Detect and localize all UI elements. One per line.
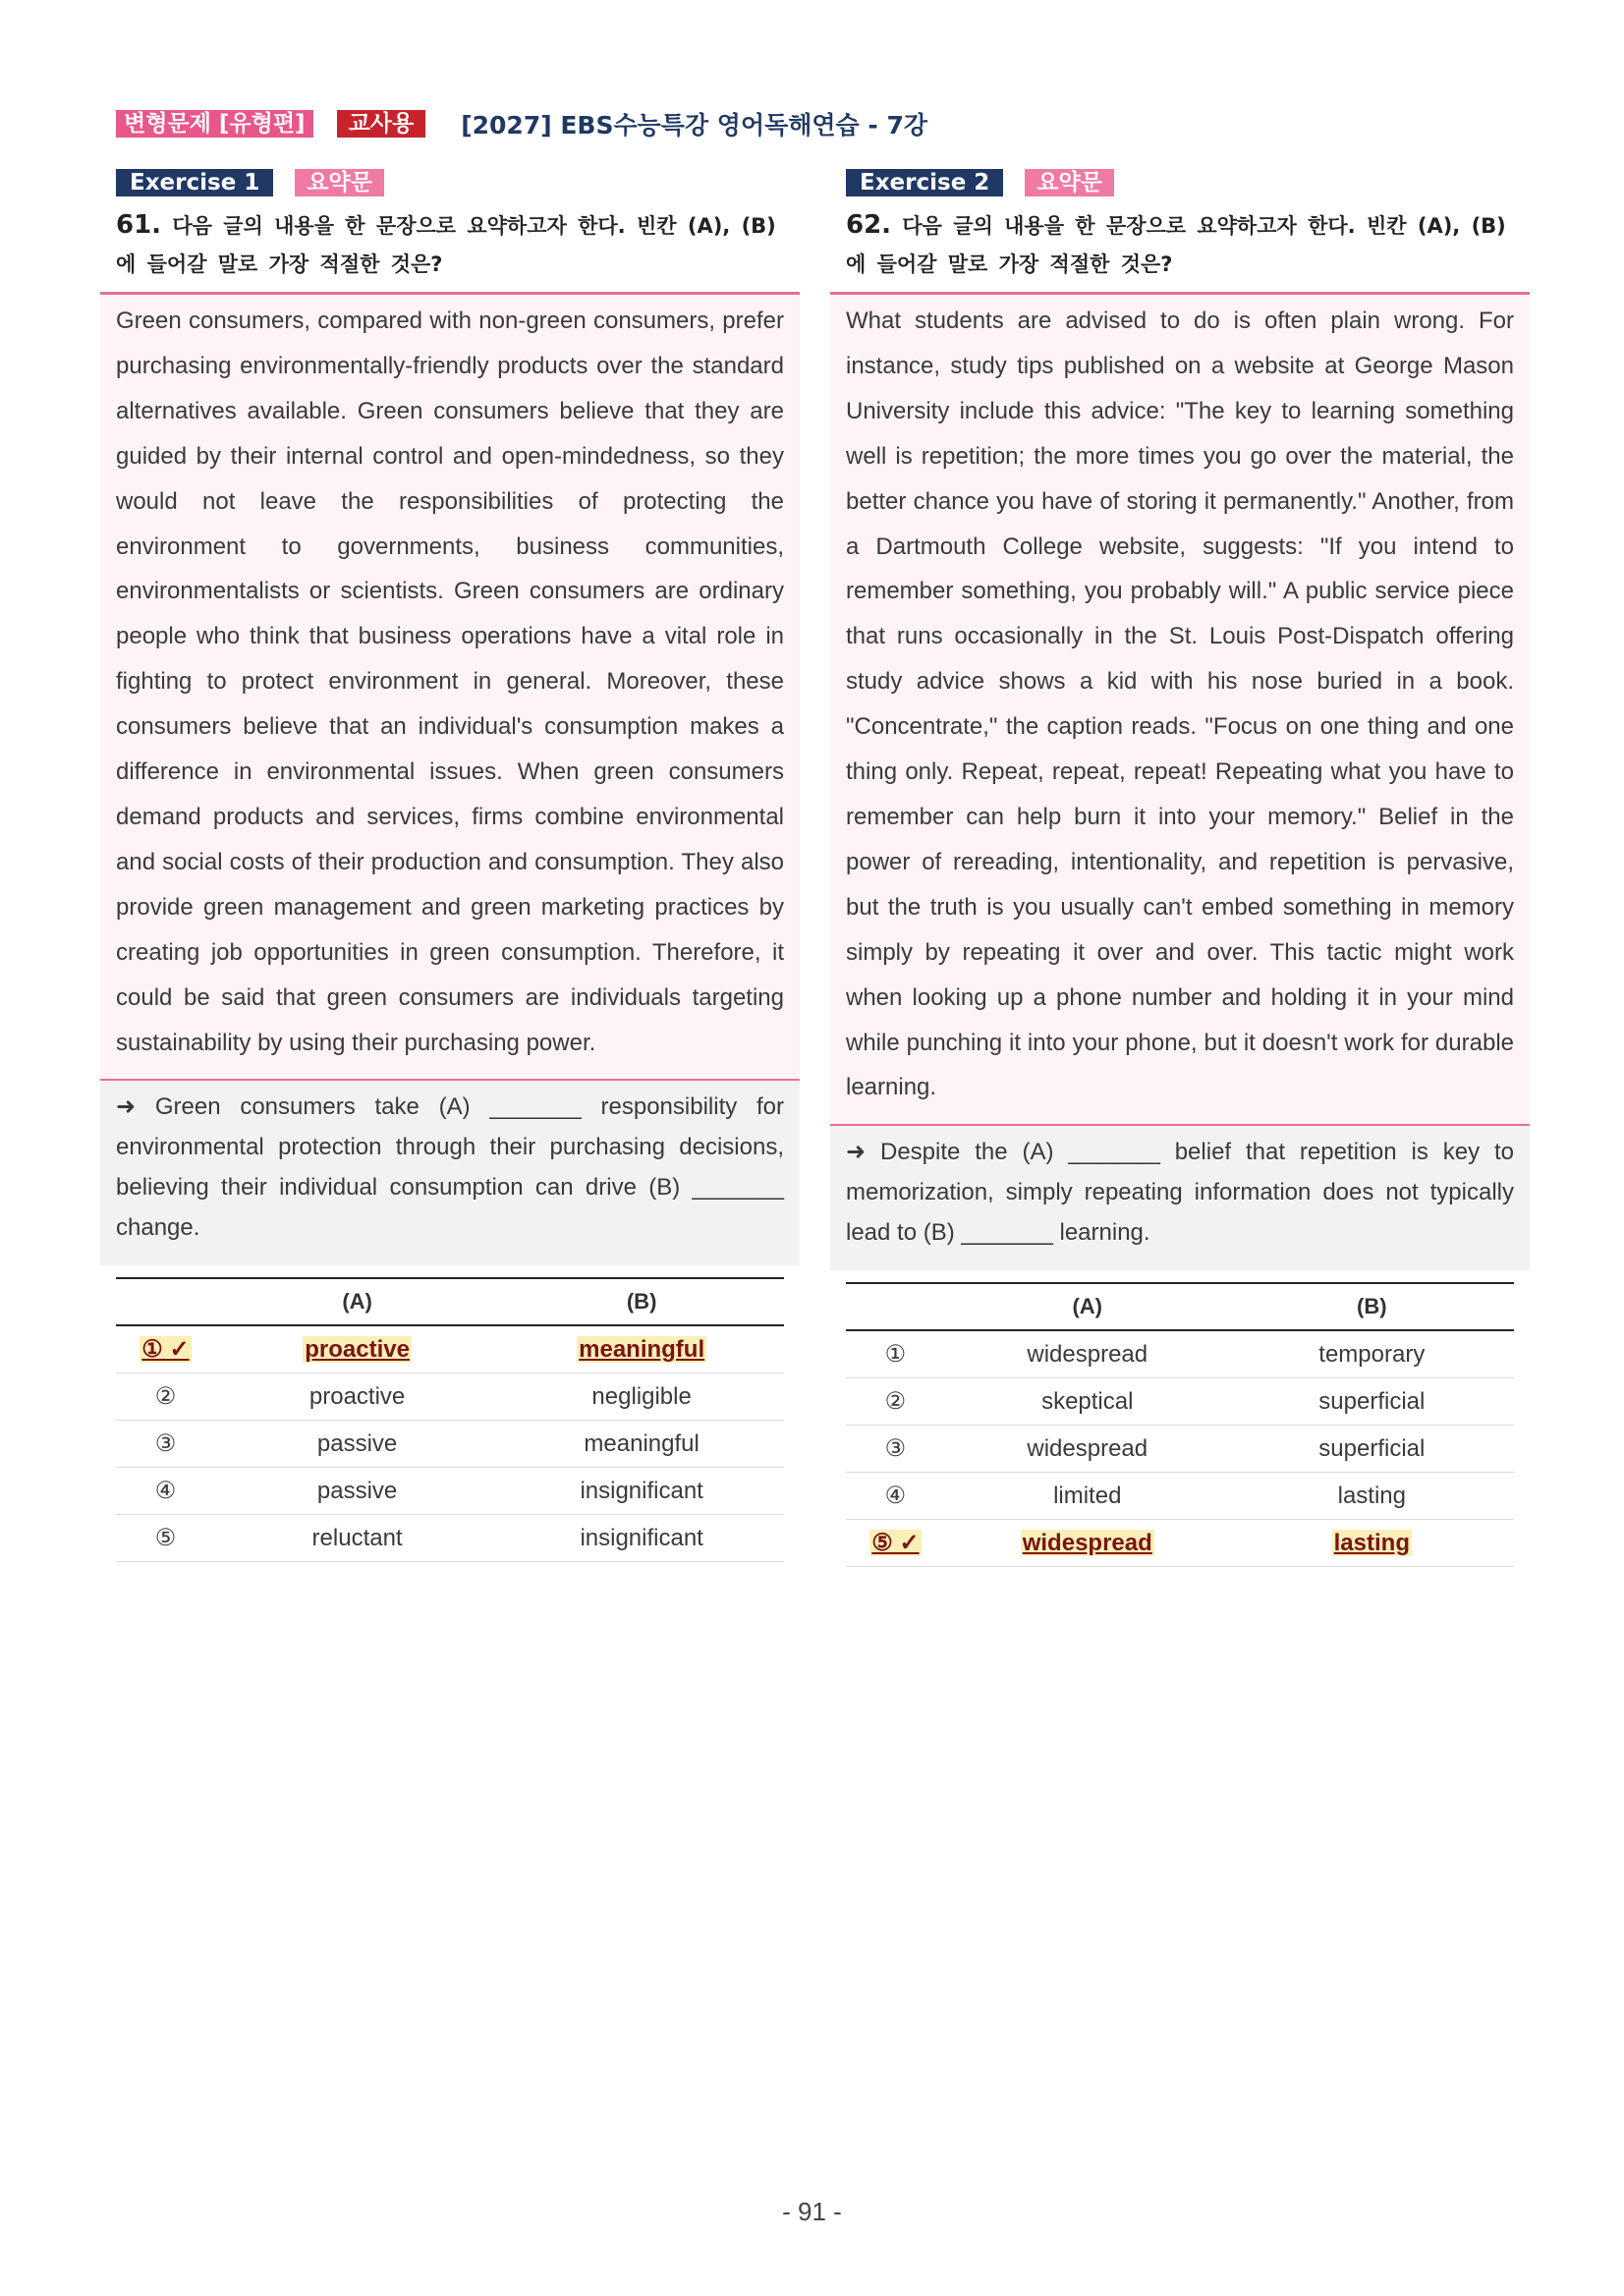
column-header-b: (B) [499, 1278, 784, 1325]
page-header [116, 106, 927, 141]
choice-b: meaningful [499, 1421, 784, 1468]
choice-a: passive [215, 1468, 499, 1515]
question-prompt [846, 206, 1514, 284]
choice-a: proactive [215, 1373, 499, 1421]
choice-row[interactable] [116, 1325, 784, 1373]
document-title: [2027] EBS수능특강 영어독해연습 - 7강 [461, 111, 928, 140]
choice-a: passive [215, 1421, 499, 1468]
teacher-tag: 교사용 [337, 110, 426, 138]
choice-b: temporary [1230, 1330, 1514, 1378]
question-prompt [116, 206, 784, 284]
choice-b: superficial [1230, 1426, 1514, 1473]
choice-b: insignificant [499, 1468, 784, 1515]
choice-number: ④ [846, 1473, 945, 1520]
choice-number: ⑤ [116, 1515, 215, 1562]
category-tag: 변형문제 [유형편] [116, 110, 313, 138]
column-header-a: (A) [945, 1283, 1230, 1330]
choice-b: insignificant [499, 1515, 784, 1562]
choice-row[interactable] [846, 1426, 1514, 1473]
choice-row[interactable] [116, 1468, 784, 1515]
choice-number-answer: ⑤ ✓ [871, 1530, 920, 1557]
choice-a: skeptical [945, 1378, 1230, 1426]
question-number: 61. [116, 210, 162, 240]
answer-choices-table [846, 1282, 1514, 1567]
exercise-type-tag: 요약문 [1025, 169, 1114, 196]
exercise-badge: Exercise 1 [116, 169, 273, 196]
choice-row[interactable] [846, 1520, 1514, 1567]
column-header [116, 1278, 215, 1325]
choice-number: ② [116, 1373, 215, 1421]
exercise-type-tag: 요약문 [295, 169, 384, 196]
choice-row[interactable] [116, 1373, 784, 1421]
exercise-1 [100, 169, 800, 1562]
choice-b: lasting [1230, 1473, 1514, 1520]
reading-passage: Green consumers, compared with non-green consumers, prefer purchasing environmentally-friendly products over the standard alternatives available. Green consumers believe that they are guided by their internal control and open-mindedness, so they would not leave the responsibilities of protecting the environment to governments, business communities, environmentalists or scientists. Green consumers are ordinary people who think that business operations have a vital role in fighting to protect environment in general. Moreover, these consumers believe that an individual's consumption makes a difference in environmental issues. When green consumers demand products and services, firms combine environmental and social costs of their production and consumption. They also provide green management and green marketing practices by creating job opportunities in green consumption. Therefore, it could be said that green consumers are individuals targeting sustainability by using their purchasing power. [100, 292, 800, 1081]
question-text: 다음 글의 내용을 한 문장으로 요약하고자 한다. 빈칸 (A), (B)에 들어갈 말로 가장 적절한 것은? [116, 214, 776, 276]
summary-sentence: ➜ Despite the (A) _______ belief that repetition is key to memorization, simply repeating information does not typically lead to (B) _______ learning. [830, 1126, 1530, 1270]
question-number: 62. [846, 210, 892, 240]
choice-number: ① [846, 1330, 945, 1378]
choice-row[interactable] [846, 1473, 1514, 1520]
choice-row[interactable] [116, 1421, 784, 1468]
choice-b: superficial [1230, 1378, 1514, 1426]
column-header [846, 1283, 945, 1330]
choice-a: widespread [945, 1330, 1230, 1378]
question-text: 다음 글의 내용을 한 문장으로 요약하고자 한다. 빈칸 (A), (B)에 들어갈 말로 가장 적절한 것은? [846, 214, 1506, 276]
choice-number: ② [846, 1378, 945, 1426]
choice-a: widespread [1022, 1529, 1152, 1556]
choice-row[interactable] [846, 1330, 1514, 1378]
choice-number: ④ [116, 1468, 215, 1515]
choice-a: limited [945, 1473, 1230, 1520]
exercise-badge: Exercise 2 [846, 169, 1003, 196]
page-number: - 91 - [782, 2197, 842, 2226]
summary-sentence: ➜ Green consumers take (A) _______ responsibility for environmental protection through their purchasing decisions, believing their individual consumption can drive (B) _______ change. [100, 1081, 800, 1265]
choice-number-answer: ① ✓ [141, 1336, 190, 1364]
choice-b: meaningful [579, 1335, 705, 1363]
choice-row[interactable] [846, 1378, 1514, 1426]
choice-number: ③ [116, 1421, 215, 1468]
choice-a: widespread [945, 1426, 1230, 1473]
reading-passage: What students are advised to do is often plain wrong. For instance, study tips published on a website at George Mason University include this advice: "The key to learning something well is repetition; the more times you go over the material, the better chance you have of storing it permanently." Another, from a Dartmouth College website, suggests: "If you intend to remember something, you probably will." A public service piece that runs occasionally in the St. Louis Post-Dispatch offering study advice shows a kid with his nose buried in a book. "Concentrate," the caption reads. "Focus on one thing and one thing only. Repeat, repeat, repeat! Repeating what you have to remember can help burn it into your memory." Belief in the power of rereading, intentionality, and repetition is pervasive, but the truth is you usually can't embed something in memory simply by repeating it over and over. This tactic might work when looking up a phone number and holding it in your mind while punching it into your phone, but it doesn't work for durable learning. [830, 292, 1530, 1126]
choice-b: negligible [499, 1373, 784, 1421]
choice-row[interactable] [116, 1515, 784, 1562]
choice-number: ③ [846, 1426, 945, 1473]
choice-b: lasting [1333, 1529, 1410, 1556]
choice-a: reluctant [215, 1515, 499, 1562]
choice-a: proactive [305, 1335, 410, 1363]
column-header-b: (B) [1230, 1283, 1514, 1330]
answer-choices-table [116, 1277, 784, 1562]
exercise-2 [830, 169, 1530, 1567]
column-header-a: (A) [215, 1278, 499, 1325]
